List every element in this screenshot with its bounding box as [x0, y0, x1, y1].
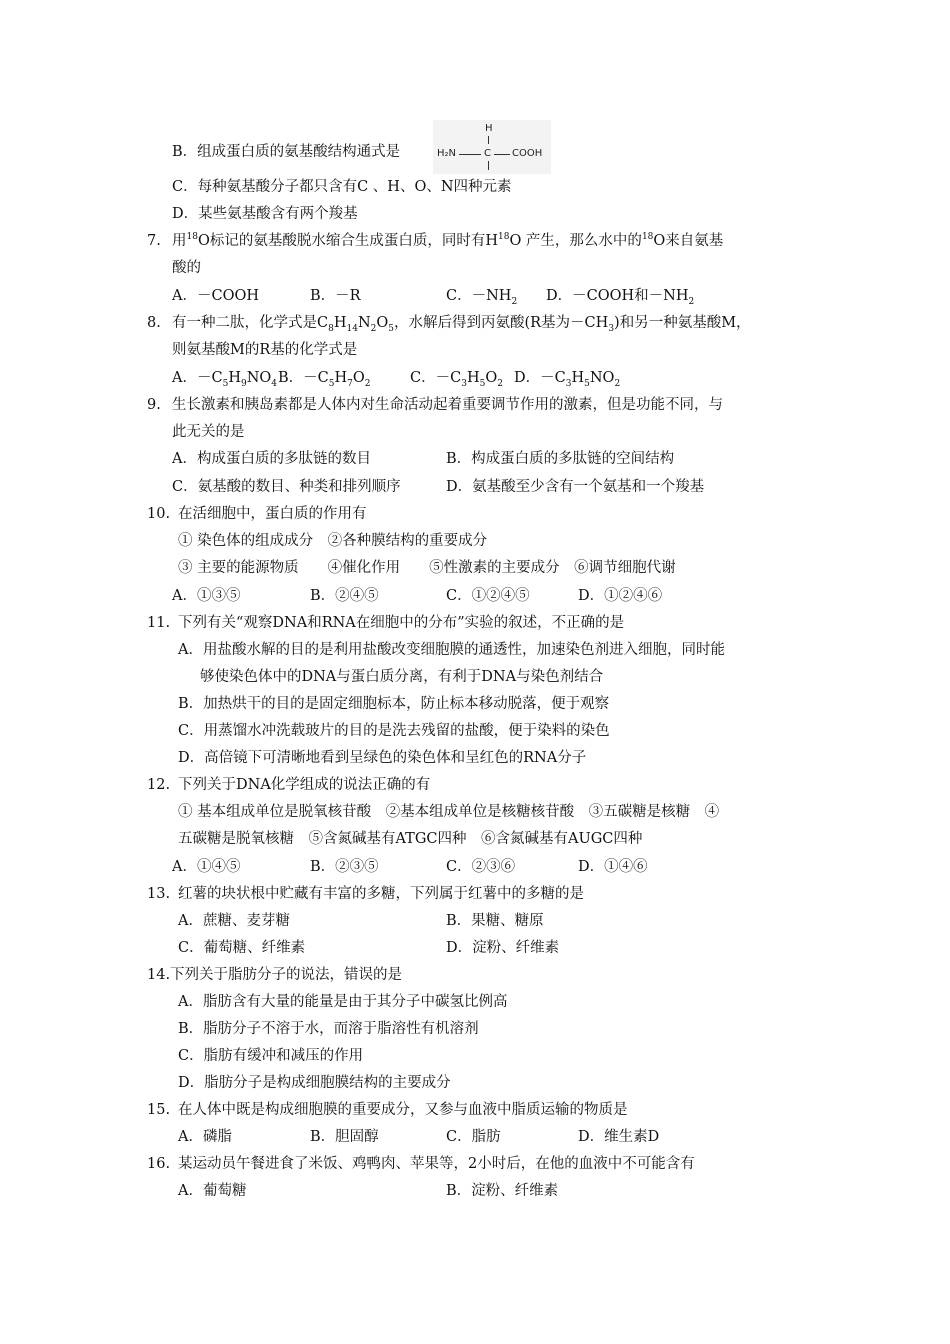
q6-option-c: C．每种氨基酸分子都只含有C 、H、O、N四种元素 — [172, 179, 512, 195]
q9-option-b: B．构成蛋白质的多肽链的空间结构 — [446, 451, 675, 467]
q9-stem-line1: 生长激素和胰岛素都是人体内对生命活动起着重要调节作用的激素，但是功能不同，与 — [172, 397, 723, 413]
q15-option-b: B．胆固醇 — [310, 1129, 379, 1145]
q12-option-c: C．②③⑥ — [446, 859, 516, 875]
q12-stem-line3: 五碳糖是脱氧核糖 ⑤含氮碱基有ATGC四种 ⑥含氮碱基有AUGC四种 — [178, 831, 643, 847]
q16-number: 16. — [147, 1156, 171, 1172]
q7-stem-line2: 酸的 — [172, 260, 201, 276]
q11-option-a-line1: A．用盐酸水解的目的是利用盐酸改变细胞膜的通透性，加速染色剂进入细胞，同时能 — [178, 642, 725, 658]
formula-bond-left — [459, 154, 481, 155]
q11-option-d: D．高倍镜下可清晰地看到呈绿色的染色体和呈红色的RNA分子 — [178, 750, 587, 766]
q9-option-c: C．氨基酸的数目、种类和排列顺序 — [172, 479, 401, 495]
q15-option-c: C．脂肪 — [446, 1129, 501, 1145]
q12-number: 12. — [147, 777, 171, 793]
q12-stem-line1: 下列关于DNA化学组成的说法正确的有 — [178, 777, 431, 793]
q13-option-d: D．淀粉、纤维素 — [446, 940, 560, 956]
q12-stem-line2: ① 基本组成单位是脱氧核苷酸 ②基本组成单位是核糖核苷酸 ③五碳糖是核糖 ④ — [178, 804, 720, 820]
q10-option-c: C．①②④⑤ — [446, 588, 530, 604]
q14-option-b: B．脂肪分子不溶于水，而溶于脂溶性有机溶剂 — [178, 1021, 479, 1037]
formula-amino: H₂N — [437, 148, 457, 159]
q8-stem-line2: 则氨基酸M的R基的化学式是 — [172, 342, 358, 358]
q8-option-a: A．$-C_5H_9NO_4$ — [172, 370, 278, 389]
q16-option-a: A．葡萄糖 — [178, 1183, 247, 1199]
q7-stem-line1: 用$^{18}$O标记的氨基酸脱水缩合生成蛋白质，同时有$H^{18}O$ 产生，那么水中的$^{18}$O来自氨基 — [172, 232, 724, 249]
q10-option-a: A．①③⑤ — [172, 588, 241, 604]
q8-option-c: C．$-C_3H_5O_2$ — [410, 370, 503, 389]
q14-option-d: D．脂肪分子是构成细胞膜结构的主要成分 — [178, 1075, 451, 1091]
q12-option-b: B．②③⑤ — [310, 859, 379, 875]
formula-bond-right — [494, 154, 510, 155]
q12-option-d: D．①④⑥ — [578, 859, 648, 875]
q10-stem-line2: ① 染色体的组成成分 ②各种膜结构的重要成分 — [178, 533, 488, 549]
formula-bond-bottom — [488, 161, 489, 170]
q7-number: 7. — [147, 233, 161, 249]
q15-number: 15. — [147, 1102, 171, 1118]
q6-option-d: D．某些氨基酸含有两个羧基 — [172, 206, 358, 222]
q14-option-c: C．脂肪有缓冲和减压的作用 — [178, 1048, 364, 1064]
q8-number: 8. — [147, 315, 161, 331]
q11-option-b: B．加热烘干的目的是固定细胞标本，防止标本移动脱落，便于观察 — [178, 696, 610, 712]
q10-stem-line3: ③ 主要的能源物质 ④催化作用 ⑤性激素的主要成分 ⑥调节细胞代谢 — [178, 560, 676, 576]
q13-option-a: A．蔗糖、麦芽糖 — [178, 913, 290, 929]
q6-option-b: B．组成蛋白质的氨基酸结构通式是 — [172, 144, 401, 160]
formula-h: H — [485, 123, 493, 134]
q15-option-d: D．维生素D — [578, 1129, 660, 1145]
q8-stem-line1: 有一种二肽，化学式是$C_8H_{14}N_2O_5$，水解后得到丙氨酸(R基为$-CH_3$)和另一种氨基酸M， — [172, 315, 751, 334]
q9-option-d: D．氨基酸至少含有一个氨基和一个羧基 — [446, 479, 705, 495]
q16-stem: 某运动员午餐进食了米饭、鸡鸭肉、苹果等，2小时后，在他的血液中不可能含有 — [178, 1156, 695, 1172]
q8-option-b: B．$-C_5H_7O_2$ — [278, 370, 371, 389]
q13-option-c: C．葡萄糖、纤维素 — [178, 940, 306, 956]
q13-stem: 红薯的块状根中贮藏有丰富的多糖，下列属于红薯中的多糖的是 — [178, 886, 584, 902]
q15-option-a: A．磷脂 — [178, 1129, 232, 1145]
q11-option-a-line2: 够使染色体中的DNA与蛋白质分离，有利于DNA与染色剂结合 — [200, 669, 604, 685]
q10-option-b: B．②④⑤ — [310, 588, 379, 604]
q16-option-b: B．淀粉、纤维素 — [446, 1183, 559, 1199]
q14-option-a: A．脂肪含有大量的能量是由于其分子中碳氢比例高 — [178, 994, 508, 1010]
q13-number: 13. — [147, 886, 171, 902]
q12-option-a: A．①④⑤ — [172, 859, 241, 875]
q13-option-b: B．果糖、糖原 — [446, 913, 544, 929]
q15-stem: 在人体中既是构成细胞膜的重要成分，又参与血液中脂质运输的物质是 — [178, 1102, 628, 1118]
q7-option-d: D．－COOH和$-NH_2$ — [546, 288, 695, 307]
q7-option-a: A．－COOH — [172, 288, 259, 304]
q11-option-c: C．用蒸馏水冲洗载玻片的目的是洗去残留的盐酸，便于染料的染色 — [178, 723, 610, 739]
q11-number: 11. — [147, 615, 171, 631]
q9-number: 9. — [147, 397, 161, 413]
q10-stem-line1: 在活细胞中，蛋白质的作用有 — [178, 506, 367, 522]
q7-option-b: B．－R — [310, 288, 361, 304]
amino-acid-structure-formula — [433, 120, 551, 174]
q7-option-c: C．$-NH_2$ — [446, 288, 518, 307]
q10-option-d: D．①②④⑥ — [578, 588, 663, 604]
q9-option-a: A．构成蛋白质的多肽链的数目 — [172, 451, 371, 467]
formula-carbon: C — [484, 148, 491, 159]
formula-bond-top — [488, 136, 489, 144]
q9-stem-line2: 此无关的是 — [172, 424, 245, 440]
q11-stem: 下列有关“观察DNA和RNA在细胞中的分布”实验的叙述，不正确的是 — [178, 615, 625, 631]
q10-number: 10. — [147, 506, 171, 522]
q8-option-d: D．$-C_3H_5NO_2$ — [514, 370, 621, 389]
formula-carboxyl: COOH — [512, 148, 543, 159]
q14-stem: 14.下列关于脂肪分子的说法，错误的是 — [147, 967, 403, 983]
